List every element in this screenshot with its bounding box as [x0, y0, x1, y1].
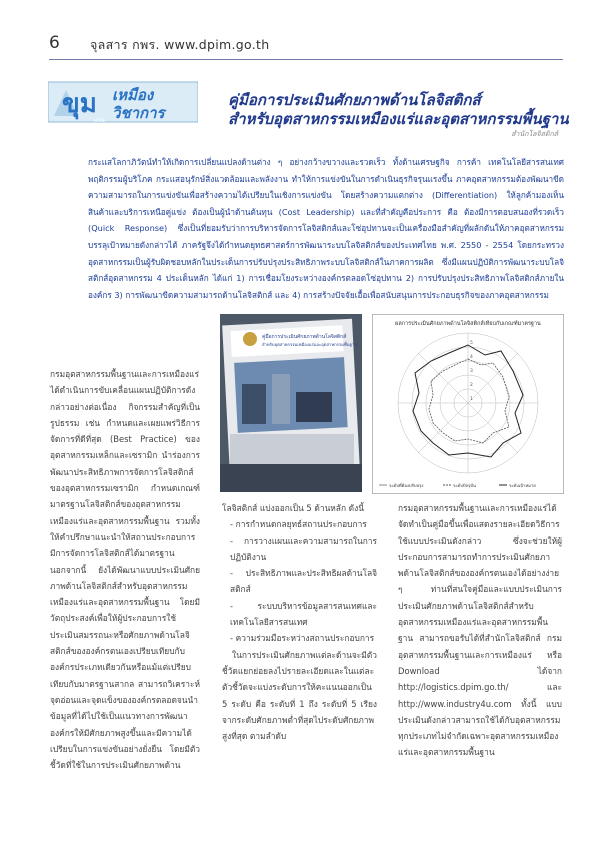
intro-text: กระแสโลกาภิวัตน์ทำให้เกิดการเปลี่ยนแปลงด้านต่าง ๆ อย่างกว้างขวางและรวดเร็ว ทั้งด้านเศรษฐกิจ การค้า เทคโนโลยีสารสนเทศ พฤติกรรมผู้บริโภค กระแสอนุรักษ์สิ่งแวดล้อมและพลังงาน ทำให้การแข่งขันในการดำเนินธุรกิจรุนแรงขึ้น ภาคอุตสาหกรรมต้องพัฒนาขีดความสามารถในการแข่งขันเพื่อสร้างความได้เปรียบในเชิงการแข่งขัน โดยสร้างความแตกต่าง (Differentiation) ให้ลูกค้ามองเห็นสินค้าและบริการเหนือคู่แข่ง ต้องเป็นผู้นำด้านต้นทุน (Cost Leadership) และที่สำคัญคือประการ คือ ต้องมีการตอบสนองที่รวดเร็ว (Quick Response) ซึ่งเป็นที่ยอมรับว่าการบริหารจัดการโลจิสติกส์และโซ่อุปทานจะเป็นเครื่องมือสำคัญที่ผลักดันให้ภาคอุตสาหกรรมบรรลุเป้าหมายดังกล่าวได้ ภาครัฐจึงได้กำหนดยุทธศาสตร์การพัฒนาระบบโลจิสติกส์ของประเทศไทย พ.ศ. 2550 - 2554 โดยกระทรวงอุตสาหกรรมเป็นผู้รับผิดชอบหลักในประเด็นการปรับปรุงประสิทธิภาพระบบโลจิสติกส์ในภาคการผลิต ซึ่งมีแผนปฏิบัติการพัฒนาระบบโลจิสติกส์อุตสาหกรรม 4 ประเด็นหลัก ได้แก่ 1) การเชื่อมโยงระหว่างองค์กรตลอดโซ่อุปทาน 2) การปรับปรุงประสิทธิภาพโลจิสติกส์ภายในองค์กร 3) การพัฒนาขีดความสามารถด้านโลจิสติกส์ และ 4) การสร้างปัจจัยเอื้อเพื่อสนับสนุนการประกอบธุรกิจของภาคอุตสาหกรรม — [88, 157, 564, 300]
logo-main: ขุม — [62, 89, 97, 119]
radar-scale-5: 5 — [470, 341, 473, 346]
legend-item-2: ระดับปัจจุบัน — [453, 483, 476, 488]
radar-chart — [372, 314, 564, 494]
intro-paragraph — [88, 154, 564, 303]
radar-scale-3: 3 — [470, 369, 473, 374]
column-2-tail: ในการประเมินศักยภาพแต่ละด้านจะมีตัวชี้วัดแยกย่อยลงไปรายละเอียดและในแต่ละตัวชี้วัดจะแบ่งระดับการให้คะแนนออกเป็น 5 ระดับ คือ ระดับที่ 1 ถึง ระดับที่ 5 เรียงจากระดับศักยภาพต่ำที่สุดไประดับศักยภาพสูงที่สุด ตามลำดับ — [222, 649, 377, 742]
column-1-text: กรมอุตสาหกรรมพื้นฐานและการเหมืองแร่ ได้ดำเนินการขับเคลื่อนแผนปฏิบัติการดังกล่าวอย่างต่อเนื่อง กิจกรรมสำคัญที่เป็นรูปธรรม เช่น กำหนดและเผยแพร่วิธีการจัดการที่ดีที่สุด (Best Practice) ของอุตสาหกรรมเหล็กและเซรามิก นำร่องการพัฒนาประสิทธิภาพการจัดการโลจิสติกส์ของอุตสาหกรรมเซรามิก กำหนดเกณฑ์มาตรฐานโลจิสติกส์ของอุตสาหกรรมเหมืองแร่และอุตสาหกรรมพื้นฐาน รวมทั้งให้คำปรึกษาแนะนำให้สถานประกอบการมีการจัดการโลจิสติกส์ได้มาตรฐาน นอกจากนี้ ยังได้พัฒนาแบบประเมินศักยภาพด้านโลจิสติกส์สำหรับอุตสาหกรรมเหมืองแร่และอุตสาหกรรมพื้นฐาน โดยมีวัตถุประสงค์เพื่อให้ผู้ประกอบการใช้ประเมินสมรรถนะหรือศักยภาพด้านโลจิสติกส์ขององค์กรตนเองเปรียบเทียบกับองค์กรประเภทเดียวกันหรือแม้แต่เปรียบเทียบกับมาตรฐานสากล สามารถวิเคราะห์จุดอ่อนและจุดแข็งขององค์กรตลอดจนนำข้อมูลที่ได้ไปใช้เป็นแนวทางการพัฒนาองค์กรให้มีศักยภาพสูงขึ้นและมีความได้เปรียบในการแข่งขันอย่างยั่งยืน โดยมีตัวชี้วัดที่ใช้ในการประเมินศักยภาพด้าน — [50, 369, 200, 771]
radar-series-current — [429, 359, 509, 443]
list-item: - ประสิทธิภาพและประสิทธิผลด้านโลจิสติกส์ — [230, 568, 377, 595]
column-logo — [48, 76, 198, 126]
radar-grid — [398, 333, 538, 473]
list-item: - ระบบบริหารข้อมูลสารสนเทศและเทคโนโลยีสารสนเทศ — [230, 600, 377, 628]
page-number: 6 — [49, 33, 60, 53]
article-title-line2: สำหรับอุตสาหกรรมเหมืองแร่และอุตสาหกรรมพื้นฐาน — [228, 110, 569, 128]
column-3-text: กรมอุตสาหกรรมพื้นฐานและการเหมืองแร่ได้จัดทำเป็นคู่มือขึ้นเพื่อแสดงรายละเอียดวิธีการใช้แบบประเมินดังกล่าว ซึ่งจะช่วยให้ผู้ประกอบการสามารถทำการประเมินศักยภาพด้านโลจิสติกส์ขององค์กรตนเองได้อย่างง่าย ๆ ท่านที่สนใจคู่มือและแบบประเมินการประเมินศักยภาพด้านโลจิสติกส์สำหรับอุตสาหกรรมเหมืองแร่และอุตสาหกรรมพื้นฐาน สามารถขอรับได้ที่สำนักโลจิสติกส์ กรมอุตสาหกรรมพื้นฐานและการเหมืองแร่ หรือ Download ได้จาก http://logistics.dpim.go.th/ และ http://www.industry4u.com ทั้งนี้ แบบประเมินดังกล่าวสามารถใช้ได้กับอุตสาหกรรมทุกประเภทไม่จำกัดเฉพาะอุตสาหกรรมเหมืองแร่และอุตสาหกรรมพื้นฐาน — [398, 503, 562, 758]
body-column-3 — [398, 500, 562, 761]
radar-scale-2: 2 — [470, 383, 473, 388]
body-column-1 — [50, 366, 200, 773]
header-rule — [49, 59, 563, 60]
column-2-lead: โลจิสติกส์ แบ่งออกเป็น 5 ด้านหลัก ดังนี้ — [222, 503, 364, 513]
publication-header: จุลสาร กพร. www.dpim.go.th — [90, 37, 270, 52]
list-item: - ความร่วมมือระหว่างสถานประกอบการ — [230, 633, 375, 644]
radar-title: ผลการประเมินศักยภาพด้านโลจิสติกส์เทียบกับเกณฑ์มาตรฐาน — [395, 321, 541, 327]
article-title-line1: คู่มือการประเมินศักยภาพด้านโลจิสติกส์ — [228, 91, 481, 109]
article-byline: สำนักโลจิสติกส์ — [511, 130, 558, 138]
book-subtitle: สำหรับอุตสาหกรรมเหมืองแร่และอุตสาหกรรมพื้นฐาน — [262, 342, 358, 347]
body-column-2 — [222, 500, 377, 744]
book-title: คู่มือการประเมินศักยภาพด้านโลจิสติกส์ — [262, 334, 347, 340]
logo-line3: วิชาการ — [112, 104, 165, 122]
manual-photo — [220, 314, 362, 492]
radar-scale-1: 1 — [470, 397, 473, 402]
logo-small: แห่ง — [94, 117, 105, 124]
logo-line2: เหมือง — [112, 86, 154, 104]
legend-item-1: ระดับที่ต้องปรับปรุง — [389, 483, 424, 488]
legend-item-3: ระดับเป้าหมาย — [509, 483, 536, 488]
list-item: - การกำหนดกลยุทธ์สถานประกอบการ — [230, 519, 367, 530]
list-item: - การวางแผนและความสามารถในการปฏิบัติงาน — [230, 535, 377, 562]
radar-scale-4: 4 — [470, 355, 473, 360]
